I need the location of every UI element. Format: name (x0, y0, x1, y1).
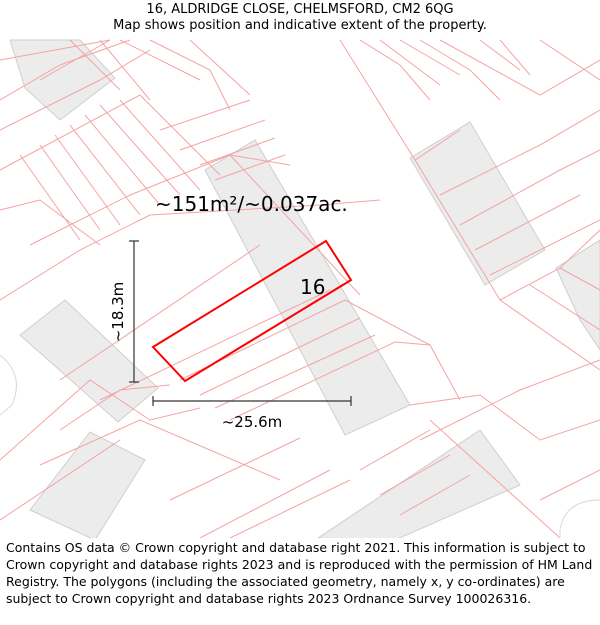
map-canvas[interactable] (0, 38, 600, 538)
building (410, 122, 545, 285)
height-dimension (129, 241, 139, 382)
map-subtitle: Map shows position and indicative extent of the property. (113, 18, 487, 33)
height-label: ~18.3m (109, 281, 127, 343)
building (318, 430, 520, 538)
map-svg (0, 38, 600, 538)
width-label: ~25.6m (221, 413, 283, 431)
width-dimension (153, 396, 351, 406)
building (556, 240, 600, 350)
plot-number-label: 16 (300, 275, 326, 299)
attribution-text: Contains OS data © Crown copyright and database right 2021. This information is subject to Crown copyright and database rights 2023 and is reproduced with the permission of HM Land Registry. The polygons (including the associated geometry, namely x, y co-ordinates) are subject to Crown copyright and database rights 2023 Ordnance Survey 100026316. (6, 540, 593, 606)
address-title: 16, ALDRIDGE CLOSE, CHELMSFORD, CM2 6QG (146, 2, 454, 17)
building (30, 432, 145, 538)
map-header (0, 0, 600, 40)
area-label: ~151m²/~0.037ac. (155, 192, 348, 216)
